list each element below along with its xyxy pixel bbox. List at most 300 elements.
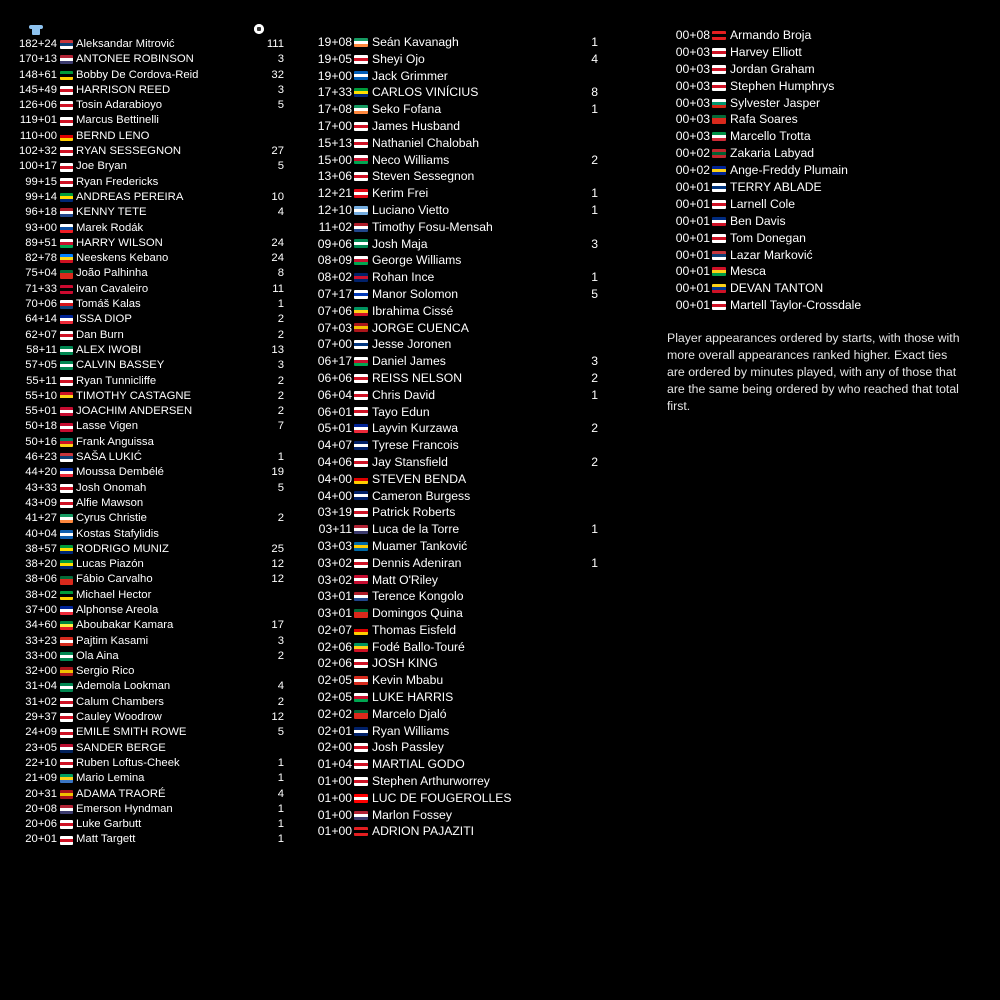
- player-row: [672, 179, 910, 196]
- nationality-flag-icon: [354, 542, 368, 551]
- appearances-count: 00+03: [675, 95, 710, 110]
- player-row: [14, 83, 284, 98]
- nationality-flag-icon: [60, 713, 73, 722]
- nationality-flag-icon: [354, 743, 368, 752]
- appearances-count: 110+00: [19, 129, 57, 142]
- nationality-flag-icon: [354, 407, 368, 416]
- appearances-count: 38+20: [25, 558, 57, 571]
- player-row: [14, 328, 284, 343]
- player-name: ISSA DIOP: [76, 313, 132, 326]
- appearances-count: 00+01: [675, 180, 710, 195]
- appearances-count: 96+18: [25, 206, 57, 219]
- player-row: [14, 649, 284, 664]
- player-row: [14, 832, 284, 847]
- player-row: [14, 588, 284, 603]
- nationality-flag-icon: [712, 200, 726, 209]
- nationality-flag-icon: [60, 132, 73, 141]
- goals-count: 111: [266, 38, 284, 50]
- goals-count: 1: [277, 451, 284, 464]
- player-row: [314, 538, 598, 555]
- nationality-flag-icon: [60, 407, 73, 416]
- goals-count: 24: [271, 236, 284, 249]
- player-name: Jesse Joronen: [372, 337, 452, 352]
- player-row: [314, 454, 598, 471]
- goals-count: 3: [591, 236, 598, 251]
- player-row: [314, 370, 598, 387]
- appearances-column-1: [14, 21, 284, 848]
- player-name: Stephen Humphrys: [730, 78, 835, 93]
- player-name: Tomáš Kalas: [76, 298, 141, 311]
- appearances-count: 55+10: [25, 389, 57, 402]
- nationality-flag-icon: [60, 438, 73, 447]
- nationality-flag-icon: [354, 643, 368, 652]
- nationality-flag-icon: [60, 331, 73, 340]
- goals-count: 13: [271, 343, 284, 356]
- player-name: Ben Davis: [730, 213, 786, 228]
- appearances-count: 182+24: [18, 38, 57, 50]
- goals-count: 12: [271, 711, 284, 724]
- player-name: Marcus Bettinelli: [76, 114, 159, 127]
- appearances-count: 06+06: [317, 370, 352, 385]
- player-list-2: [314, 34, 598, 840]
- player-name: ADRION PAJAZITI: [372, 824, 475, 839]
- nationality-flag-icon: [354, 172, 368, 181]
- player-name: ANDREAS PEREIRA: [76, 190, 184, 203]
- player-row: [672, 263, 910, 280]
- player-row: [14, 557, 284, 572]
- player-name: Frank Anguissa: [76, 435, 154, 448]
- nationality-flag-icon: [354, 559, 368, 568]
- nationality-flag-icon: [712, 183, 726, 192]
- player-name: Marcelo Djaló: [372, 706, 447, 721]
- player-row: [14, 634, 284, 649]
- player-row: [672, 61, 910, 78]
- goals-count: 1: [277, 802, 284, 815]
- appearances-count: 102+32: [18, 145, 57, 158]
- player-row: [672, 27, 910, 44]
- goals-count: 5: [277, 160, 284, 173]
- appearances-count: 07+17: [317, 286, 352, 301]
- player-row: [314, 471, 598, 488]
- nationality-flag-icon: [354, 357, 368, 366]
- goals-count: 3: [277, 53, 284, 66]
- nationality-flag-icon: [354, 223, 368, 232]
- player-name: Tosin Adarabioyo: [76, 99, 163, 112]
- goals-count: 1: [277, 833, 284, 846]
- player-row: [314, 336, 598, 353]
- player-row: [14, 741, 284, 756]
- appearances-count: 09+06: [317, 236, 352, 251]
- player-name: Cameron Burgess: [372, 488, 471, 503]
- appearances-count: 58+11: [26, 343, 57, 356]
- player-name: CALVIN BASSEY: [76, 359, 165, 372]
- goals-count: 1: [591, 555, 598, 570]
- nationality-flag-icon: [60, 484, 73, 493]
- player-row: [314, 152, 598, 169]
- nationality-flag-icon: [712, 31, 726, 40]
- player-name: Ivan Cavaleiro: [76, 282, 149, 295]
- appearances-count: 20+01: [25, 833, 57, 846]
- player-name: Jordan Graham: [730, 61, 815, 76]
- appearances-count: 55+11: [26, 374, 57, 387]
- nationality-flag-icon: [712, 82, 726, 91]
- player-row: [314, 555, 598, 572]
- player-name: Lucas Piazón: [76, 558, 144, 571]
- player-name: Layvin Kurzawa: [372, 421, 459, 436]
- player-name: Tom Donegan: [730, 230, 806, 245]
- appearances-count: 50+18: [25, 420, 57, 433]
- appearances-count: 34+60: [25, 619, 57, 632]
- goals-count: 4: [591, 51, 598, 66]
- nationality-flag-icon: [712, 217, 726, 226]
- player-name: EMILE SMITH ROWE: [76, 726, 187, 739]
- appearances-count: 145+49: [18, 83, 57, 96]
- nationality-flag-icon: [354, 256, 368, 265]
- player-row: [314, 185, 598, 202]
- player-name: LUC DE FOUGEROLLES: [372, 790, 512, 805]
- nationality-flag-icon: [60, 637, 73, 646]
- nationality-flag-icon: [60, 820, 73, 829]
- goals-count: 3: [277, 359, 284, 372]
- player-name: Dennis Adeniran: [372, 555, 462, 570]
- football-icon: [254, 24, 264, 34]
- appearances-count: 00+08: [675, 28, 710, 42]
- nationality-flag-icon: [354, 105, 368, 114]
- goals-count: 24: [271, 252, 284, 265]
- player-name: CARLOS VINÍCIUS: [372, 85, 479, 100]
- nationality-flag-icon: [712, 115, 726, 124]
- appearances-count: 01+00: [317, 807, 352, 822]
- appearances-count: 38+02: [25, 588, 57, 601]
- player-row: [14, 450, 284, 465]
- nationality-flag-icon: [354, 340, 368, 349]
- nationality-flag-icon: [354, 273, 368, 282]
- appearances-count: 70+06: [25, 298, 57, 311]
- appearances-count: 06+01: [317, 404, 352, 419]
- player-row: [14, 465, 284, 480]
- nationality-flag-icon: [60, 468, 73, 477]
- nationality-flag-icon: [354, 592, 368, 601]
- appearances-count: 00+01: [675, 247, 710, 262]
- nationality-flag-icon: [354, 441, 368, 450]
- goals-count: 2: [277, 649, 284, 662]
- nationality-flag-icon: [712, 99, 726, 108]
- player-row: [14, 159, 284, 174]
- nationality-flag-icon: [60, 117, 73, 126]
- nationality-flag-icon: [60, 147, 73, 156]
- nationality-flag-icon: [354, 777, 368, 786]
- player-row: [314, 488, 598, 505]
- nationality-flag-icon: [60, 392, 73, 401]
- nationality-flag-icon: [354, 391, 368, 400]
- goals-count: 2: [277, 374, 284, 387]
- player-name: TERRY ABLADE: [730, 180, 822, 195]
- appearances-count: 02+07: [317, 622, 352, 637]
- nationality-flag-icon: [60, 71, 73, 80]
- nationality-flag-icon: [354, 88, 368, 97]
- player-row: [14, 282, 284, 297]
- goals-count: 11: [272, 282, 284, 295]
- nationality-flag-icon: [354, 374, 368, 383]
- nationality-flag-icon: [60, 285, 73, 294]
- player-row: [314, 420, 598, 437]
- player-name: Ola Aina: [76, 649, 119, 662]
- appearances-count: 03+03: [317, 538, 352, 553]
- nationality-flag-icon: [60, 514, 73, 523]
- goals-count: 12: [271, 558, 284, 571]
- nationality-flag-icon: [354, 609, 368, 618]
- nationality-flag-icon: [354, 307, 368, 316]
- nationality-flag-icon: [354, 659, 368, 668]
- appearances-count: 15+00: [317, 152, 352, 167]
- nationality-flag-icon: [354, 710, 368, 719]
- player-name: Pajtim Kasami: [76, 634, 149, 647]
- appearances-count: 03+02: [317, 555, 352, 570]
- player-row: [314, 689, 598, 706]
- player-row: [314, 723, 598, 740]
- goals-count: 2: [277, 695, 284, 708]
- player-row: [14, 817, 284, 832]
- player-row: [14, 802, 284, 817]
- player-name: Patrick Roberts: [372, 505, 456, 520]
- appearances-count: 20+31: [25, 787, 57, 800]
- goals-count: 19: [271, 466, 284, 479]
- appearances-count: 40+04: [25, 527, 57, 540]
- player-row: [314, 504, 598, 521]
- player-row: [672, 145, 910, 162]
- player-row: [14, 37, 284, 52]
- goals-count: 1: [591, 522, 598, 537]
- player-name: Matt Targett: [76, 833, 136, 846]
- nationality-flag-icon: [354, 760, 368, 769]
- nationality-flag-icon: [60, 805, 73, 814]
- player-row: [14, 236, 284, 251]
- goals-count: 27: [271, 145, 284, 158]
- goals-count: 5: [277, 481, 284, 494]
- appearances-count: 04+00: [317, 488, 352, 503]
- player-name: Matt O'Riley: [372, 572, 438, 587]
- player-row: [314, 622, 598, 639]
- nationality-flag-icon: [60, 453, 73, 462]
- appearances-count: 11+02: [318, 219, 352, 234]
- player-name: James Husband: [372, 118, 461, 133]
- appearances-count: 55+01: [25, 405, 57, 418]
- appearances-count: 00+02: [675, 163, 710, 178]
- appearances-count: 17+00: [317, 118, 352, 133]
- player-name: STEVEN BENDA: [372, 471, 467, 486]
- player-row: [314, 655, 598, 672]
- goals-count: 2: [591, 421, 598, 436]
- player-name: Ryan Fredericks: [76, 175, 159, 188]
- nationality-flag-icon: [354, 206, 368, 215]
- nationality-flag-icon: [354, 676, 368, 685]
- appearances-count: 03+19: [317, 505, 352, 520]
- player-name: Ryan Tunnicliffe: [76, 374, 157, 387]
- player-row: [14, 618, 284, 633]
- goals-count: 25: [271, 542, 284, 555]
- player-row: [14, 343, 284, 358]
- player-name: Lasse Vigen: [76, 420, 138, 433]
- player-row: [314, 320, 598, 337]
- player-row: [14, 389, 284, 404]
- nationality-flag-icon: [354, 189, 368, 198]
- goals-count: 3: [591, 354, 598, 369]
- nationality-flag-icon: [354, 71, 368, 80]
- player-row: [672, 280, 910, 297]
- goals-count: 32: [271, 68, 284, 81]
- nationality-flag-icon: [354, 727, 368, 736]
- player-name: Sheyi Ojo: [372, 51, 425, 66]
- appearances-count: 17+33: [317, 85, 352, 100]
- player-row: [314, 706, 598, 723]
- player-row: [14, 374, 284, 389]
- player-name: Luciano Vietto: [372, 202, 450, 217]
- nationality-flag-icon: [60, 606, 73, 615]
- appearances-count: 46+23: [25, 451, 57, 464]
- player-name: Jay Stansfield: [372, 454, 448, 469]
- appearances-count: 44+20: [25, 466, 57, 479]
- appearances-count: 00+03: [675, 78, 710, 93]
- player-row: [314, 756, 598, 773]
- nationality-flag-icon: [60, 163, 73, 172]
- player-name: Aleksandar Mitrović: [76, 38, 175, 50]
- player-name: Kevin Mbabu: [372, 673, 444, 688]
- player-row: [314, 353, 598, 370]
- appearances-count: 02+00: [317, 740, 352, 755]
- ordering-note: Player appearances ordered by starts, with those with more overall appearances ranked higher. Exact ties are ordered by minutes played, with any of those that are the same being ordered by who reached that total first.: [667, 331, 960, 413]
- nationality-flag-icon: [60, 744, 73, 753]
- player-row: [14, 496, 284, 511]
- appearances-count: 15+13: [317, 135, 352, 150]
- appearances-count: 41+27: [25, 512, 57, 525]
- goals-count: 12: [271, 573, 284, 586]
- player-name: Aboubakar Kamara: [76, 619, 174, 632]
- player-name: Bobby De Cordova-Reid: [76, 68, 199, 81]
- player-name: DEVAN TANTON: [730, 281, 824, 296]
- appearances-count: 00+01: [675, 281, 710, 296]
- player-row: [14, 481, 284, 496]
- appearances-count: 126+06: [18, 99, 57, 112]
- appearances-count: 21+09: [25, 772, 57, 785]
- player-name: Tyrese Francois: [372, 438, 459, 453]
- player-row: [314, 588, 598, 605]
- appearances-count: 12+10: [317, 202, 352, 217]
- player-row: [314, 790, 598, 807]
- player-name: Sergio Rico: [76, 665, 135, 678]
- appearances-count: 50+16: [25, 435, 57, 448]
- player-name: Zakaria Labyad: [730, 146, 815, 161]
- player-name: BERND LENO: [76, 129, 150, 142]
- nationality-flag-icon: [354, 693, 368, 702]
- player-row: [14, 572, 284, 587]
- player-row: [314, 521, 598, 538]
- goals-count: 1: [277, 818, 284, 831]
- appearances-column-2: [314, 34, 598, 840]
- appearances-count: 43+09: [25, 496, 57, 509]
- player-list-3: [672, 27, 910, 314]
- player-name: Marek Rodák: [76, 221, 144, 234]
- appearances-count: 00+01: [675, 196, 710, 211]
- nationality-flag-icon: [60, 759, 73, 768]
- appearances-count: 05+01: [317, 421, 352, 436]
- player-name: Fábio Carvalho: [76, 573, 153, 586]
- player-row: [314, 252, 598, 269]
- player-list-1: [14, 37, 284, 848]
- appearances-count: 100+17: [18, 160, 57, 173]
- nationality-flag-icon: [354, 155, 368, 164]
- goals-count: 1: [277, 298, 284, 311]
- nationality-flag-icon: [60, 86, 73, 95]
- appearances-count: 00+01: [675, 230, 710, 245]
- player-name: Martell Taylor-Crossdale: [730, 298, 862, 313]
- nationality-flag-icon: [354, 55, 368, 64]
- nationality-flag-icon: [60, 667, 73, 676]
- player-row: [14, 679, 284, 694]
- nationality-flag-icon: [60, 576, 73, 585]
- nationality-flag-icon: [60, 591, 73, 600]
- player-row: [314, 219, 598, 236]
- nationality-flag-icon: [712, 48, 726, 57]
- player-name: Ibrahima Cissé: [372, 303, 454, 318]
- player-name: Cyrus Christie: [76, 512, 147, 525]
- player-row: [672, 247, 910, 264]
- goals-count: 10: [271, 190, 284, 203]
- appearances-count: 01+00: [317, 824, 352, 839]
- player-row: [314, 303, 598, 320]
- player-row: [14, 435, 284, 450]
- appearances-count: 13+06: [317, 169, 352, 184]
- appearances-count: 00+03: [675, 44, 710, 59]
- player-name: Cauley Woodrow: [76, 711, 162, 724]
- appearances-count: 00+02: [675, 146, 710, 161]
- player-name: Terence Kongolo: [372, 589, 464, 604]
- nationality-flag-icon: [60, 698, 73, 707]
- player-name: Stephen Arthurworrey: [372, 774, 490, 789]
- player-row: [314, 84, 598, 101]
- player-row: [14, 175, 284, 190]
- player-name: Moussa Dembélé: [76, 466, 164, 479]
- player-name: ANTONEE ROBINSON: [76, 53, 194, 66]
- nationality-flag-icon: [712, 267, 726, 276]
- goals-count: 5: [277, 99, 284, 112]
- player-name: Marcello Trotta: [730, 129, 811, 144]
- player-name: Thomas Eisfeld: [372, 622, 456, 637]
- player-row: [314, 118, 598, 135]
- player-row: [14, 52, 284, 67]
- player-row: [314, 823, 598, 840]
- player-row: [672, 297, 910, 314]
- nationality-flag-icon: [354, 458, 368, 467]
- appearances-count: 37+00: [25, 603, 57, 616]
- appearances-count: 38+57: [25, 542, 57, 555]
- player-row: [14, 266, 284, 281]
- player-name: Alfie Mawson: [76, 496, 144, 509]
- player-row: [314, 387, 598, 404]
- appearances-count: 06+04: [317, 387, 352, 402]
- goals-count: 1: [591, 387, 598, 402]
- nationality-flag-icon: [60, 101, 73, 110]
- appearances-count: 33+00: [25, 649, 57, 662]
- player-row: [14, 542, 284, 557]
- goals-count: 8: [277, 267, 284, 280]
- player-row: [14, 144, 284, 159]
- goals-count: 2: [591, 370, 598, 385]
- appearances-count: 01+00: [317, 774, 352, 789]
- nationality-flag-icon: [712, 284, 726, 293]
- player-row: [314, 135, 598, 152]
- player-name: TIMOTHY CASTAGNE: [76, 389, 192, 402]
- player-name: Timothy Fosu-Mensah: [372, 219, 493, 234]
